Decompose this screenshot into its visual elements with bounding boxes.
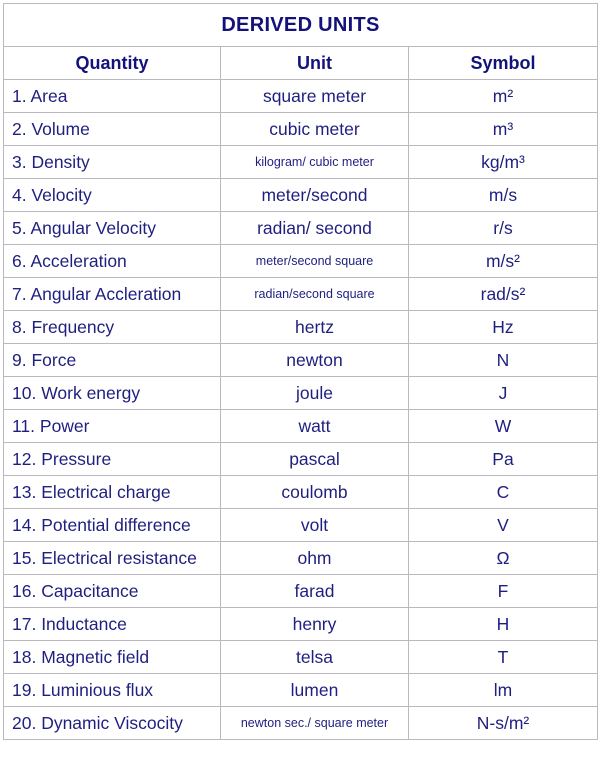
symbol-cell: m/s: [409, 179, 598, 212]
table-row: [4, 410, 598, 443]
symbol-cell: kg/m³: [409, 146, 598, 179]
unit-cell: telsa: [221, 641, 409, 674]
symbol-cell: T: [409, 641, 598, 674]
derived-units-card: [3, 3, 597, 751]
symbol-cell: N-s/m²: [409, 707, 598, 740]
table-row: [4, 542, 598, 575]
unit-cell: radian/ second: [221, 212, 409, 245]
quantity-cell: 15. Electrical resistance: [4, 542, 221, 575]
unit-cell: hertz: [221, 311, 409, 344]
unit-cell: meter/second: [221, 179, 409, 212]
column-header-symbol: Symbol: [409, 47, 598, 80]
table-row: [4, 707, 598, 740]
symbol-cell: m/s²: [409, 245, 598, 278]
derived-units-table: [3, 3, 598, 740]
quantity-cell: 20. Dynamic Viscocity: [4, 707, 221, 740]
table-row: [4, 113, 598, 146]
quantity-cell: 14. Potential difference: [4, 509, 221, 542]
quantity-cell: 1. Area: [4, 80, 221, 113]
quantity-cell: 4. Velocity: [4, 179, 221, 212]
unit-cell: lumen: [221, 674, 409, 707]
column-header-quantity: Quantity: [4, 47, 221, 80]
symbol-cell: rad/s²: [409, 278, 598, 311]
symbol-cell: V: [409, 509, 598, 542]
table-row: [4, 377, 598, 410]
table-row: [4, 476, 598, 509]
table-row: [4, 509, 598, 542]
unit-cell: newton sec./ square meter: [221, 707, 409, 740]
table-row: [4, 344, 598, 377]
table-row: [4, 212, 598, 245]
table-row: [4, 443, 598, 476]
unit-cell: cubic meter: [221, 113, 409, 146]
unit-cell: newton: [221, 344, 409, 377]
unit-cell: henry: [221, 608, 409, 641]
symbol-cell: N: [409, 344, 598, 377]
symbol-cell: lm: [409, 674, 598, 707]
table-row: [4, 575, 598, 608]
table-row: [4, 278, 598, 311]
column-header-unit: Unit: [221, 47, 409, 80]
table-row: [4, 146, 598, 179]
quantity-cell: 13. Electrical charge: [4, 476, 221, 509]
table-header-row: [4, 47, 598, 80]
table-row: [4, 641, 598, 674]
symbol-cell: Ω: [409, 542, 598, 575]
unit-cell: volt: [221, 509, 409, 542]
unit-cell: watt: [221, 410, 409, 443]
unit-cell: coulomb: [221, 476, 409, 509]
table-title: DERIVED UNITS: [4, 4, 598, 47]
symbol-cell: W: [409, 410, 598, 443]
unit-cell: joule: [221, 377, 409, 410]
quantity-cell: 10. Work energy: [4, 377, 221, 410]
quantity-cell: 11. Power: [4, 410, 221, 443]
quantity-cell: 3. Density: [4, 146, 221, 179]
table-row: [4, 608, 598, 641]
unit-cell: pascal: [221, 443, 409, 476]
symbol-cell: F: [409, 575, 598, 608]
table-row: [4, 80, 598, 113]
table-row: [4, 311, 598, 344]
quantity-cell: 5. Angular Velocity: [4, 212, 221, 245]
unit-cell: meter/second square: [221, 245, 409, 278]
quantity-cell: 6. Acceleration: [4, 245, 221, 278]
symbol-cell: r/s: [409, 212, 598, 245]
symbol-cell: J: [409, 377, 598, 410]
symbol-cell: H: [409, 608, 598, 641]
unit-cell: square meter: [221, 80, 409, 113]
quantity-cell: 19. Luminious flux: [4, 674, 221, 707]
symbol-cell: m²: [409, 80, 598, 113]
quantity-cell: 18. Magnetic field: [4, 641, 221, 674]
table-title-row: [4, 4, 598, 47]
quantity-cell: 16. Capacitance: [4, 575, 221, 608]
table-row: [4, 674, 598, 707]
table-body: [4, 80, 598, 740]
symbol-cell: C: [409, 476, 598, 509]
unit-cell: kilogram/ cubic meter: [221, 146, 409, 179]
unit-cell: radian/second square: [221, 278, 409, 311]
table-row: [4, 245, 598, 278]
unit-cell: farad: [221, 575, 409, 608]
quantity-cell: 17. Inductance: [4, 608, 221, 641]
quantity-cell: 2. Volume: [4, 113, 221, 146]
quantity-cell: 9. Force: [4, 344, 221, 377]
quantity-cell: 12. Pressure: [4, 443, 221, 476]
unit-cell: ohm: [221, 542, 409, 575]
quantity-cell: 7. Angular Accleration: [4, 278, 221, 311]
symbol-cell: Pa: [409, 443, 598, 476]
symbol-cell: m³: [409, 113, 598, 146]
symbol-cell: Hz: [409, 311, 598, 344]
table-row: [4, 179, 598, 212]
quantity-cell: 8. Frequency: [4, 311, 221, 344]
